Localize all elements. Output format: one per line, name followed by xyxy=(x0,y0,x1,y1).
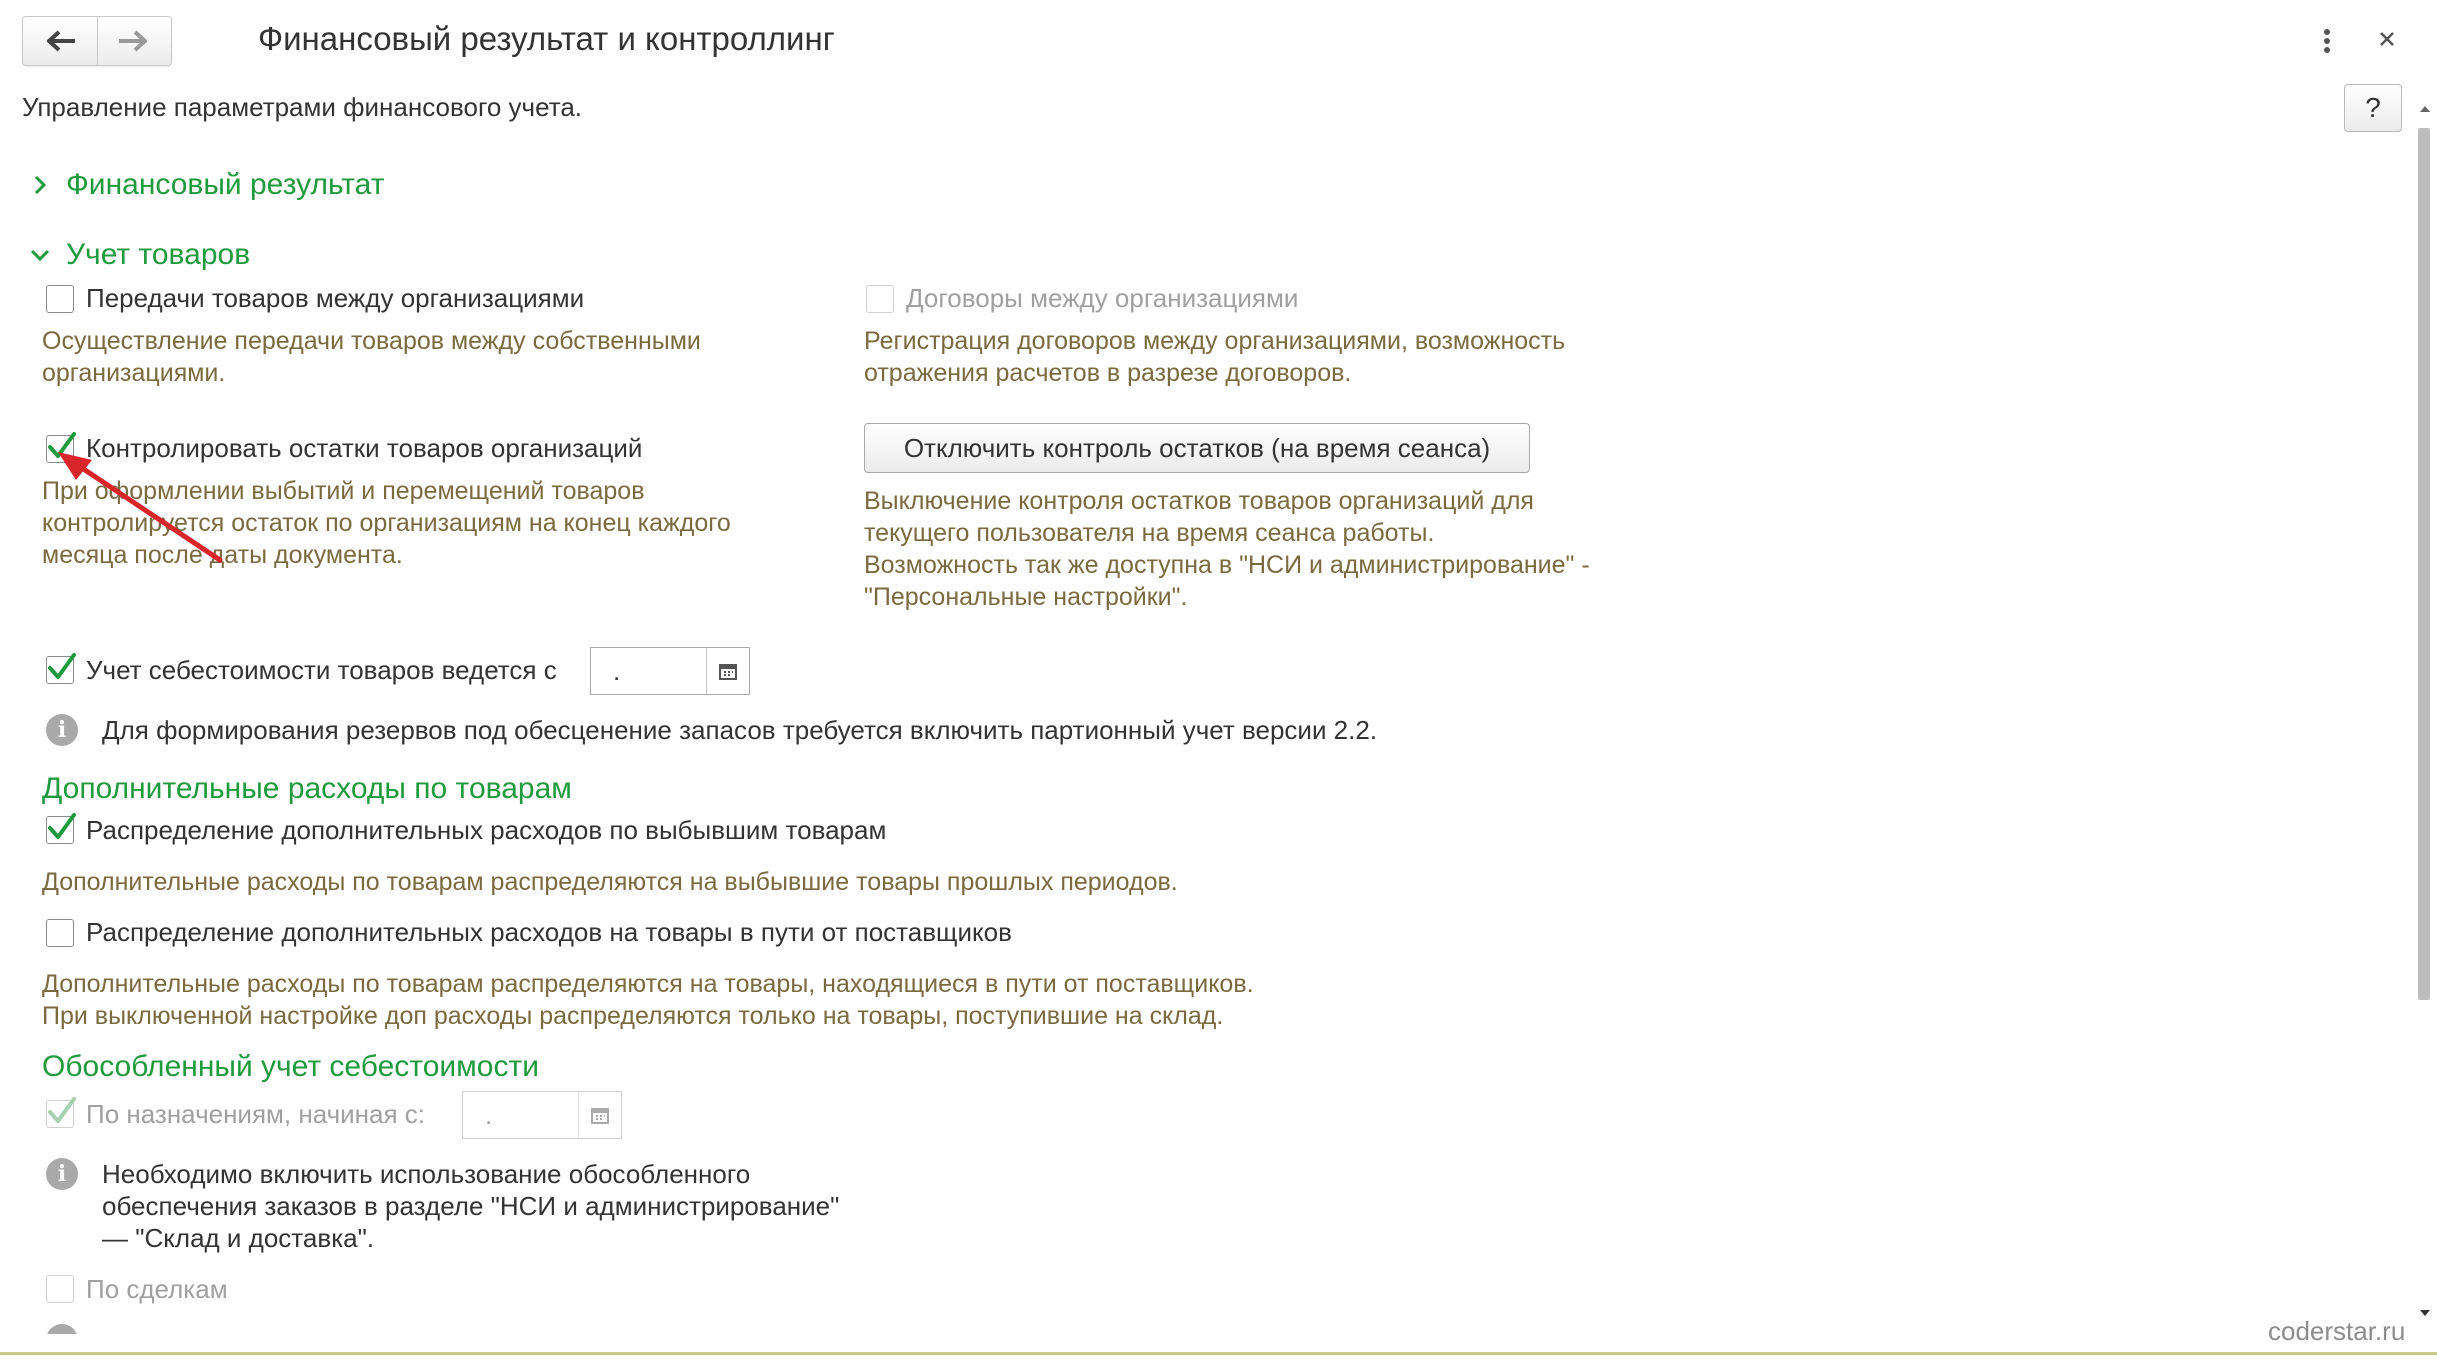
by-purpose-label[interactable]: По назначениям, начиная с: xyxy=(86,1099,426,1129)
section-separate-cost: Обособленный учет себестоимости xyxy=(42,1050,539,1083)
scroll-down-icon[interactable] xyxy=(2414,1302,2436,1324)
checkmark-icon xyxy=(45,651,79,685)
separate-cost-info-text: Необходимо включить использование обособленного обеспечения заказов в разделе "НСИ и администрирование" — "Склад и доставка". xyxy=(102,1159,840,1253)
by-deals-label[interactable]: По сделкам xyxy=(86,1274,228,1304)
info-icon: i xyxy=(46,714,78,746)
calendar-icon xyxy=(718,661,738,681)
disable-control-description: Выключение контроля остатков товаров организаций для текущего пользователя на время сеанса работы. Возможность так же доступна в "НСИ и администрирование" - "Персональные настройки". xyxy=(864,487,1590,611)
forward-button[interactable] xyxy=(97,17,172,65)
contracts-description: Регистрация договоров между организациями, возможность отражения расчетов в разрезе договоров. xyxy=(864,327,1566,387)
transfers-checkbox[interactable] xyxy=(46,285,74,313)
bottom-divider xyxy=(0,1352,2437,1355)
info-icon: i xyxy=(46,1158,78,1190)
transfers-label[interactable]: Передачи товаров между организациями xyxy=(86,283,585,313)
forward-arrow-icon xyxy=(117,29,151,53)
annotation-arrow xyxy=(40,430,240,570)
distribution-disposed-checkbox[interactable] xyxy=(46,816,74,844)
date-input[interactable]: . xyxy=(613,655,621,686)
distribution-disposed-label[interactable]: Распределение дополнительных расходов по выбывшим товарам xyxy=(86,815,887,845)
section-goods-accounting[interactable] xyxy=(26,238,250,272)
distribution-transit-description: Дополнительные расходы по товарам распределяются на товары, находящиеся в пути от поставщиков. При выключенной настройке доп расходы распределяются только на товары, поступившие на склад. xyxy=(42,970,1254,1030)
more-vertical-icon xyxy=(2312,22,2342,62)
calendar-icon xyxy=(590,1105,610,1125)
by-deals-checkbox[interactable] xyxy=(46,1275,74,1303)
close-button[interactable] xyxy=(2370,22,2404,56)
chevron-right-icon xyxy=(26,171,54,199)
distribution-disposed-description: Дополнительные расходы по товарам распределяются на выбывшие товары прошлых периодов. xyxy=(42,868,1178,896)
cost-accounting-date-field[interactable] xyxy=(590,647,750,695)
window-title: Финансовый результат и контроллинг xyxy=(258,20,835,57)
by-purpose-date-field[interactable] xyxy=(462,1091,622,1139)
cost-accounting-label[interactable]: Учет себестоимости товаров ведется с xyxy=(86,655,557,685)
cost-accounting-checkbox[interactable] xyxy=(46,656,74,684)
control-stock-label[interactable]: Контролировать остатки товаров организаций xyxy=(86,433,643,463)
back-button[interactable] xyxy=(23,17,97,65)
back-arrow-icon xyxy=(43,29,77,53)
checkmark-icon xyxy=(45,811,79,845)
more-menu-button[interactable] xyxy=(2312,22,2342,62)
calendar-button[interactable] xyxy=(578,1092,621,1138)
distribution-transit-label[interactable]: Распределение дополнительных расходов на товары в пути от поставщиков xyxy=(86,917,1012,947)
watermark: coderstar.ru xyxy=(2268,1316,2406,1346)
disable-control-button[interactable]: Отключить контроль остатков (на время сеанса) xyxy=(864,423,1530,473)
checkmark-icon xyxy=(45,1095,79,1129)
date-input[interactable]: . xyxy=(485,1099,493,1130)
contracts-label[interactable]: Договоры между организациями xyxy=(906,283,1299,313)
distribution-transit-checkbox[interactable] xyxy=(46,919,74,947)
section-financial-result[interactable] xyxy=(26,168,384,202)
contracts-checkbox[interactable] xyxy=(866,285,894,313)
transfers-description: Осуществление передачи товаров между собственными организациями. xyxy=(42,327,701,387)
clipped-info-icon xyxy=(46,1324,78,1334)
section-additional-costs: Дополнительные расходы по товарам xyxy=(42,772,572,805)
form-description: Управление параметрами финансового учета. xyxy=(22,92,583,122)
section-title: Финансовый результат xyxy=(66,168,385,201)
navigation-buttons xyxy=(22,16,172,66)
control-stock-description: При оформлении выбытий и перемещений товаров контролируется остаток по организациям на конец каждого месяца после даты документа. xyxy=(42,477,731,569)
section-title: Учет товаров xyxy=(66,238,251,271)
reserve-info-text: Для формирования резервов под обесценение запасов требуется включить партионный учет версии 2.2. xyxy=(102,715,1378,745)
by-purpose-checkbox[interactable] xyxy=(46,1100,74,1128)
help-button[interactable]: ? xyxy=(2344,84,2402,132)
scrollbar-thumb[interactable] xyxy=(2418,128,2430,1000)
scroll-up-icon[interactable] xyxy=(2414,98,2436,120)
chevron-down-icon xyxy=(26,241,54,269)
calendar-button[interactable] xyxy=(706,648,749,694)
close-icon xyxy=(2370,22,2404,56)
